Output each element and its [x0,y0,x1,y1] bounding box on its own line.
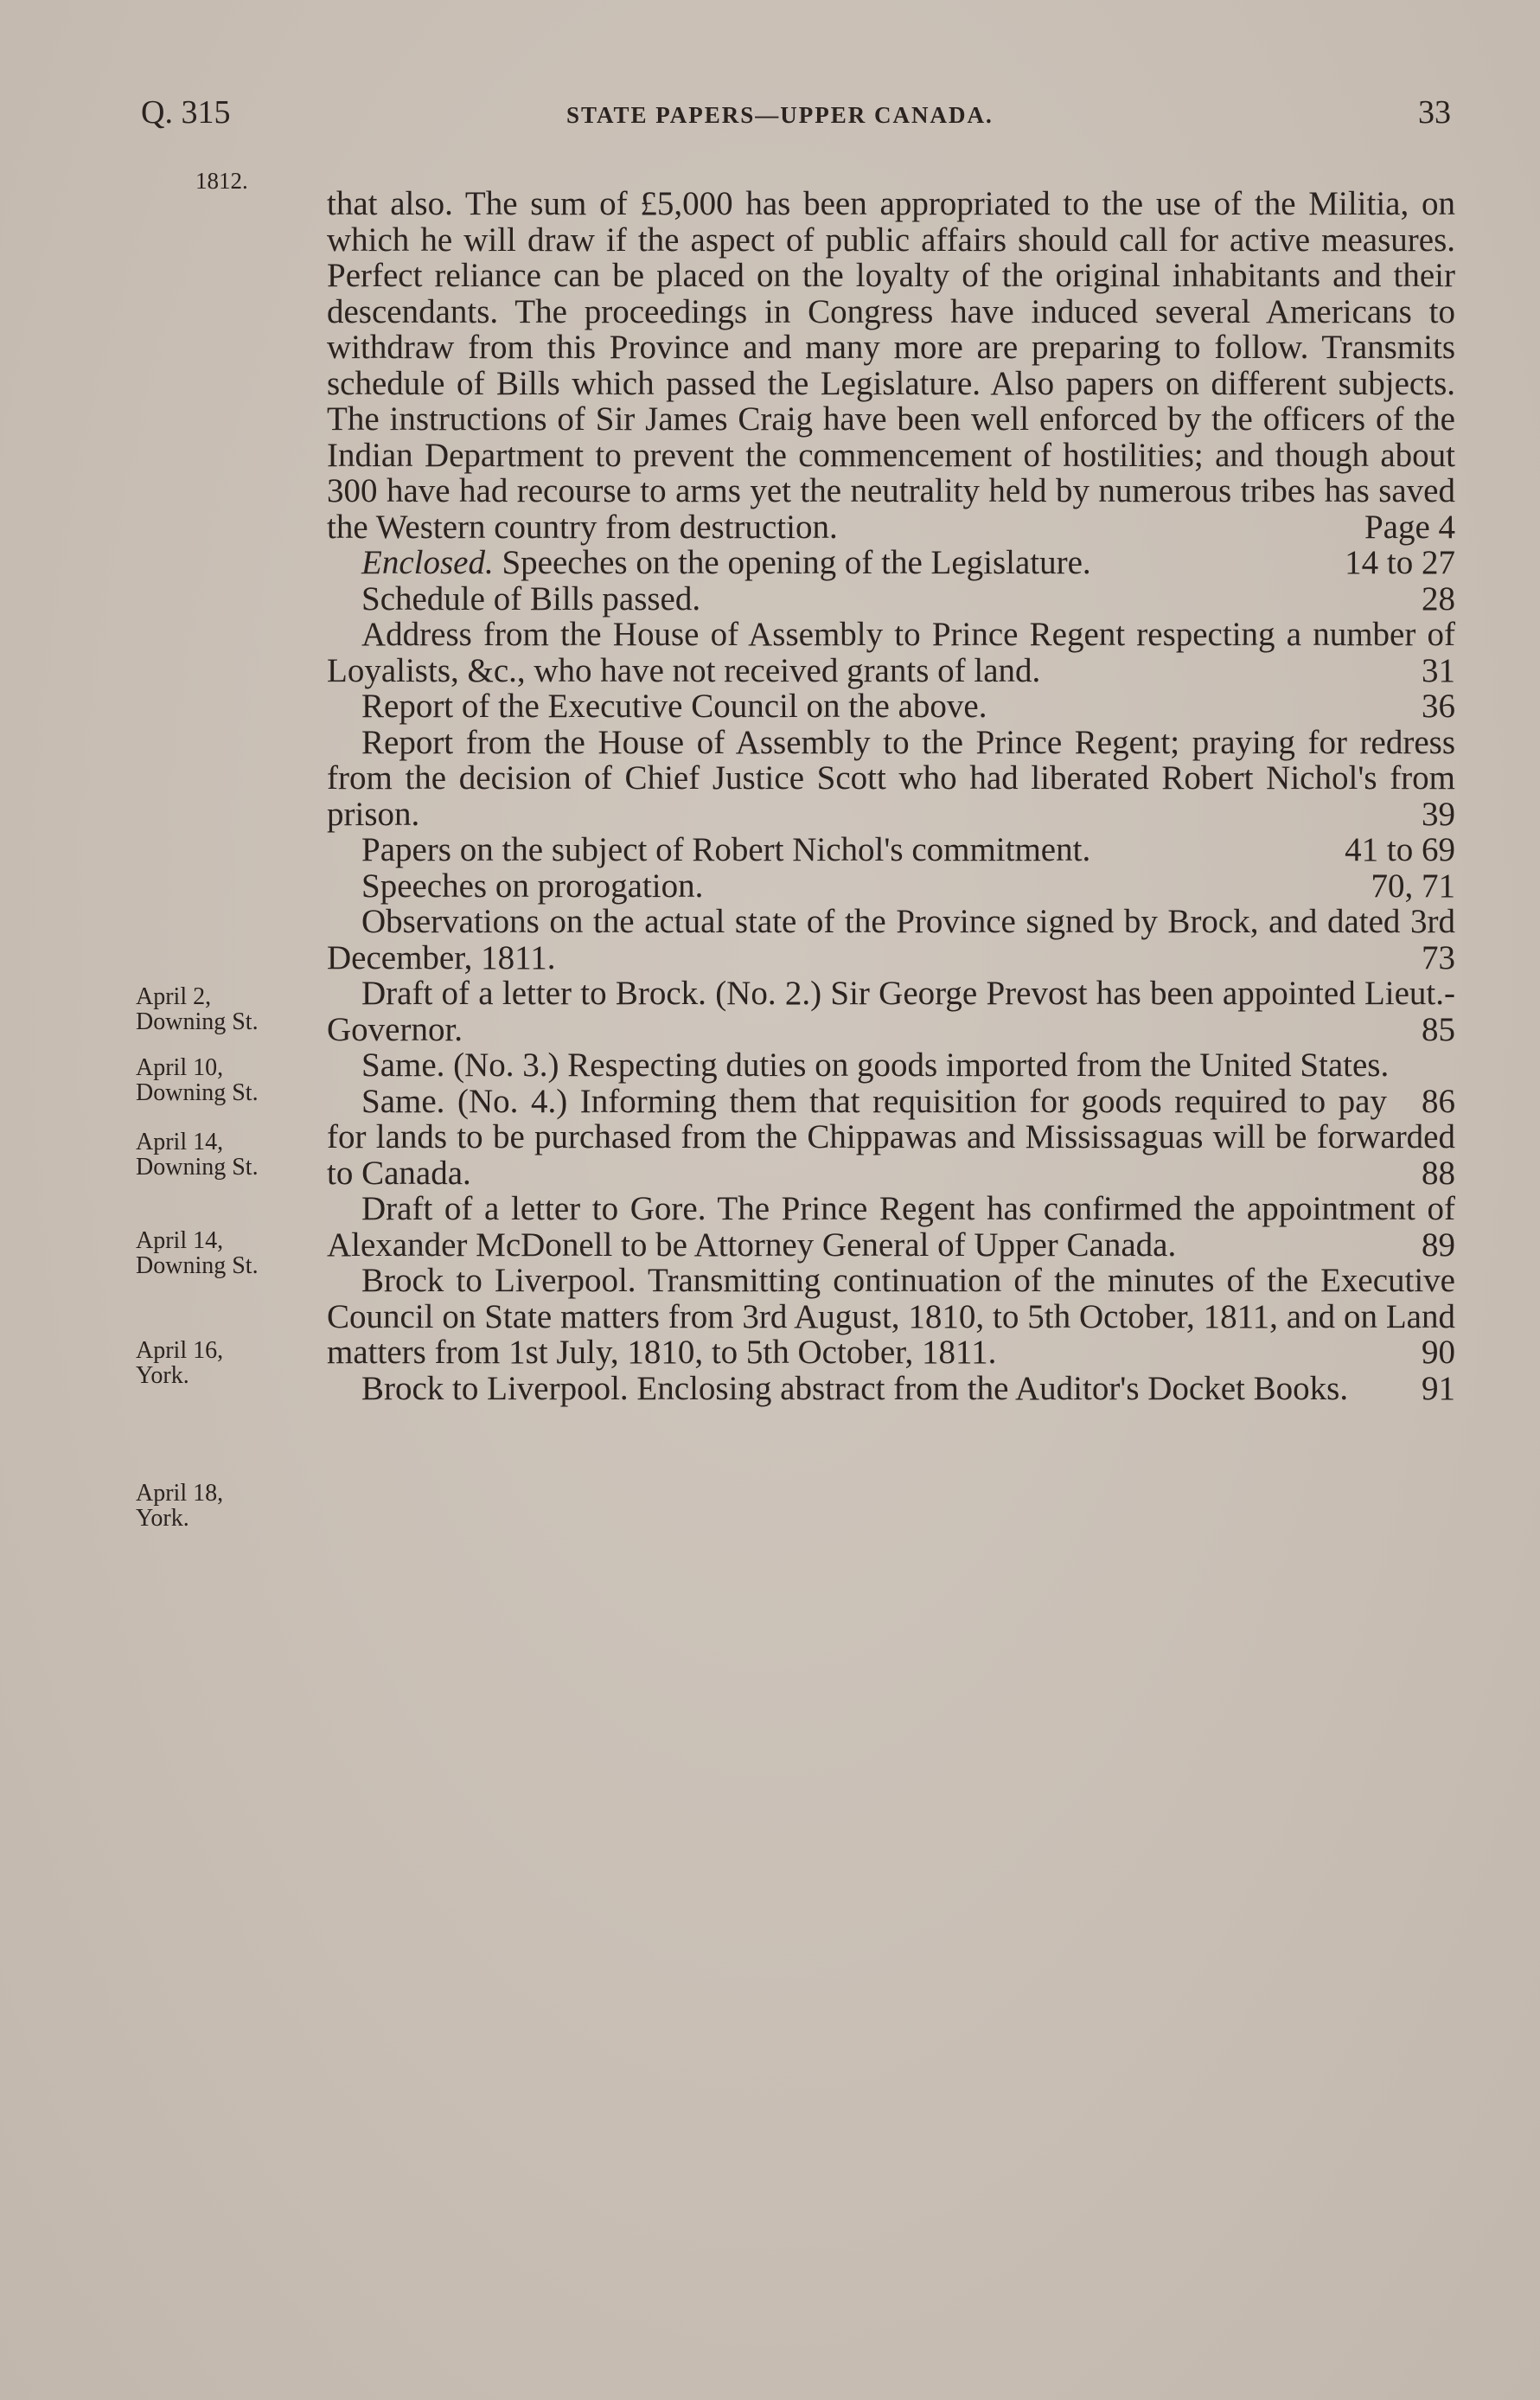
entry-paragraph [327,186,1455,545]
entry-paragraph [327,617,1455,688]
margin-date: April 18, [136,1480,224,1507]
entry-text: Speeches on prorogation. [361,867,704,905]
page-reference: 89 [1422,1226,1455,1264]
page-reference: 85 [1422,1010,1455,1048]
margin-place: York. [136,1362,189,1389]
entry-text: Same. (No. 3.) Respecting duties on goods imported from the United States. [361,1046,1390,1084]
running-title: STATE PAPERS—UPPER CANADA. [566,102,994,128]
page-reference: 14 to 27 [1345,544,1455,581]
page-reference: 36 [1422,688,1455,725]
margin-date: April 16, [136,1337,224,1364]
page-reference: 31 [1422,651,1455,689]
document-body [327,186,1455,1406]
margin-place: Downing St. [136,1008,259,1035]
entry-text: Brock to Liverpool. Transmitting continuation of the minutes of the Executive Council on State matters from 3rd August, 1810, to 5th October, 1811, and on Land matters from 1st July, 1810, to 5th October, 1811. [327,1262,1455,1371]
entry-text: that also. The sum of £5,000 has been appropriated to the use of the Militia, on which he will draw if the aspect of public affairs should call for active measures. Perfect reliance can be placed on the loyalty of the original inhabitants and their descendants. The proceedings in Congress have induced several Americans to withdraw from this Province and many more are preparing to follow. Transmits schedule of Bills which passed the Legislature. Also papers on different subjects. The instructions of Sir James Craig have been well enforced by the officers of the Indian Department to prevent the commencement of hostilities; and though about 300 have had recourse to arms yet the neutrality held by numerous tribes has saved the Western country from destruction. [327,185,1455,546]
page-reference: 86 [1422,1082,1455,1120]
entry-paragraph [327,1046,1455,1120]
page-reference: 28 [1422,579,1455,618]
entry-paragraph [327,545,1455,581]
margin-note [136,1481,309,1531]
page-reference: Page 4 [1364,508,1455,546]
page-header [0,93,1540,137]
margin-place: Downing St. [136,1079,259,1106]
margin-date: April 10, [136,1054,224,1081]
margin-note [136,1228,309,1278]
year-marker: 1812. [195,168,248,194]
margin-note [136,1130,309,1180]
entry-text: Draft of a letter to Brock. (No. 2.) Sir George Prevost has been appointed Lieut.-Governor. [327,975,1455,1048]
page-number: 33 [1418,94,1451,131]
margin-note [136,1338,309,1388]
margin-note [136,1055,309,1105]
page-reference: 91 [1422,1369,1455,1407]
entry-text: Report of the Executive Council on the above. [361,688,987,725]
volume-reference: Q. 315 [141,94,231,131]
page-reference: 39 [1422,795,1455,833]
page-reference: 73 [1422,938,1455,976]
margin-place: York. [136,1505,189,1532]
entry-paragraph [327,1371,1455,1407]
entry-label: Enclosed. [361,544,494,581]
entry-paragraph [327,832,1455,868]
entry-paragraph [327,1191,1455,1263]
page-reference: 88 [1422,1154,1455,1192]
margin-note [136,984,309,1034]
entry-paragraph [327,1084,1455,1192]
margin-date: April 14, [136,1227,224,1254]
entry-text: Speeches on the opening of the Legislature. [502,544,1091,581]
entry-text: Observations on the actual state of the Province signed by Brock, and dated 3rd December, 1811. [327,903,1455,976]
page-reference: 70, 71 [1371,867,1455,905]
entry-text: Same. (No. 4.) Informing them that requisition for goods required to pay for lands to be purchased from the Chippawas and Mississaguas will be forwarded to Canada. [327,1082,1455,1192]
entry-text: Report from the House of Assembly to the Prince Regent; praying for redress from the decision of Chief Justice Scott who had liberated Robert Nichol's from prison. [327,723,1455,833]
entry-paragraph [327,976,1455,1047]
entry-paragraph [327,904,1455,976]
margin-place: Downing St. [136,1154,259,1181]
margin-place: Downing St. [136,1252,259,1279]
entry-text: Schedule of Bills passed. [361,579,701,618]
page-reference: 41 to 69 [1345,831,1455,868]
entry-text: Papers on the subject of Robert Nichol's commitment. [361,831,1091,868]
margin-date: April 14, [136,1129,224,1155]
entry-paragraph [327,688,1455,725]
entry-text: Brock to Liverpool. Enclosing abstract from the Auditor's Docket Books. [361,1369,1349,1407]
margin-date: April 2, [136,983,212,1010]
page-reference: 90 [1422,1334,1455,1371]
entry-paragraph [327,725,1455,833]
entry-text: Draft of a letter to Gore. The Prince Regent has confirmed the appointment of Alexander McDonell to be Attorney General of Upper Canada. [327,1190,1455,1264]
entry-paragraph [327,868,1455,905]
entry-text: Address from the House of Assembly to Prince Regent respecting a number of Loyalists, &c., who have not received grants of land. [327,616,1455,689]
entry-paragraph [327,581,1455,618]
entry-paragraph [327,1263,1455,1371]
